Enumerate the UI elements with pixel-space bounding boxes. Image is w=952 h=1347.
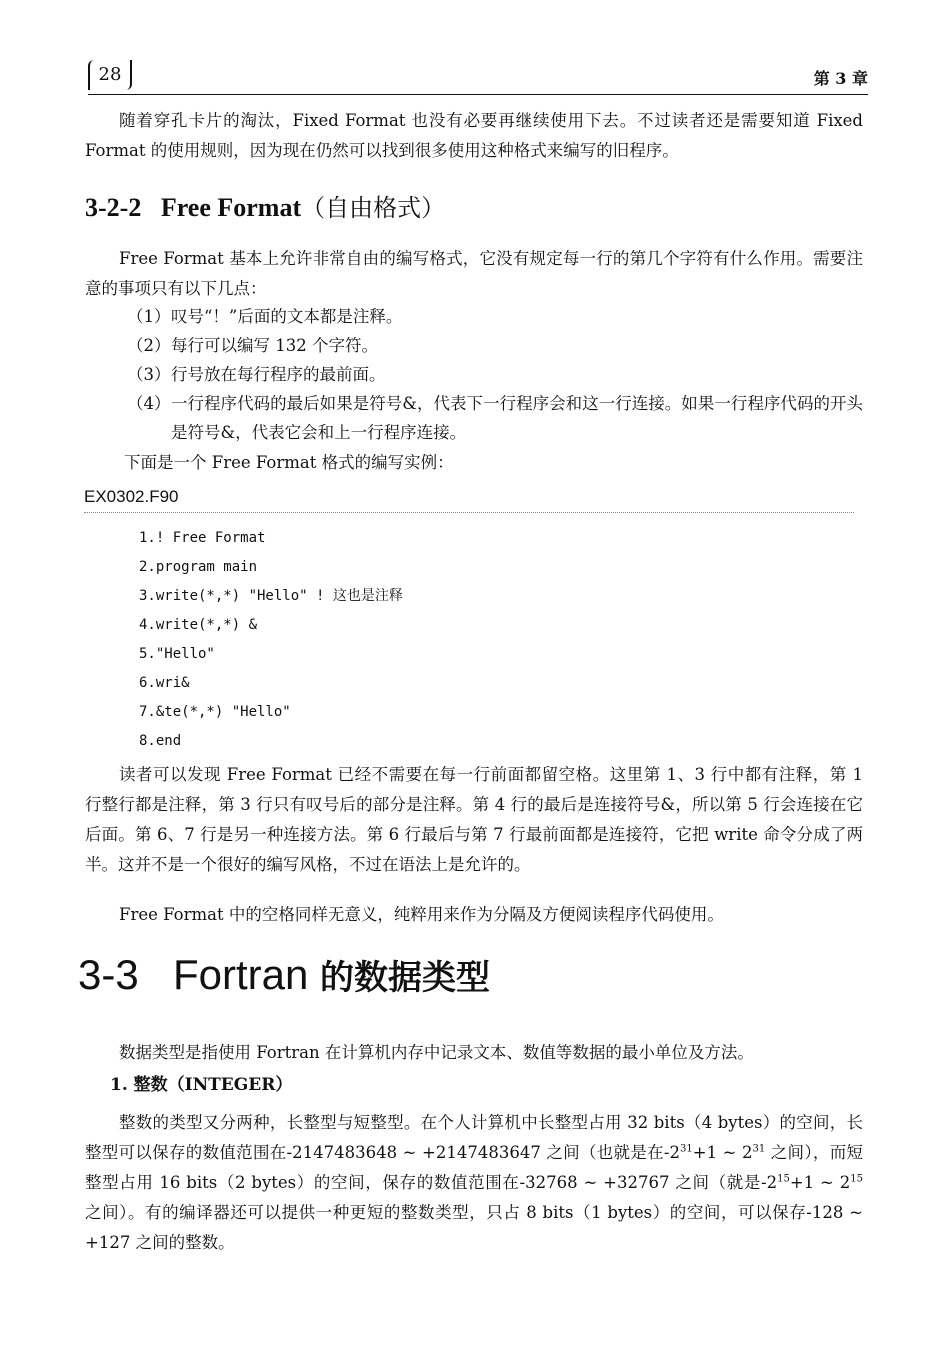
list-item: （1） 叹号“！”后面的文本都是注释。 xyxy=(127,307,403,326)
rules-list xyxy=(127,302,863,447)
integer-paragraph: 整数的类型又分两种，长整型与短整型。在个人计算机中长整型占用 32 bits（4 bytes）的空间，长整型可以保存的数值范围在-2147483648 ~ +2147483647 之间（也就是在$-2^{31}+1$ ~ $2^{31}$ 之间），而短整型占用 16 bits（2 bytes）的空间，保存的数值范围在-32768 ~ +32767 之间（就是$-2^{15}+1$ ~ $2^{15}$ 之间）。有的编译器还可以提供一种更短的整数类型，只占 8 bits（1 bytes）的空间，可以保存-128 ~ +127 之间的整数。 xyxy=(85,1113,863,1252)
page-number: 28 xyxy=(88,60,132,90)
section-3-2-2-heading xyxy=(85,188,445,223)
free-format-paragraph: Free Format 基本上允许非常自由的编写格式，它没有规定每一行的第几个字符有什么作用。需要注意的事项只有以下几点： xyxy=(85,249,863,298)
code-line: 6.wri& xyxy=(139,675,190,691)
chapter-section-number: 3-3 xyxy=(78,951,139,998)
section-title-en: Fortran xyxy=(173,951,309,998)
code-divider xyxy=(84,512,854,513)
list-item: （2） 每行可以编写 132 个字符。 xyxy=(127,336,378,355)
section-title-zh: 的数据类型 xyxy=(320,958,491,998)
explain-paragraph: 读者可以发现 Free Format 已经不需要在每一行前面都留空格。这里第 1、3 行中都有注释，第 1 行整行都是注释，第 3 行只有叹号后的部分是注释。第 4 行的最后是连接符号&，所以第 5 行会连接在它后面。第 6、7 行是另一种连接方法。第 6 行最后与第 7 行最前面都是连接符，它把 write 命令分成了两半。这并不是一个很好的编写风格，不过在语法上是允许的。 xyxy=(85,765,863,874)
code-line: 7.&te(*,*) "Hello" xyxy=(139,704,291,720)
example-lead: 下面是一个 Free Format 格式的编写实例： xyxy=(124,453,454,472)
section-title-en: Free Format xyxy=(160,193,302,222)
code-line: 2.program main xyxy=(139,559,258,575)
code-line: 8.end xyxy=(139,733,182,749)
chapter-label: 第 3 章 xyxy=(813,69,868,88)
header-rule xyxy=(88,94,868,95)
section-title-zh: （自由格式） xyxy=(301,194,446,222)
section-3-3-heading xyxy=(78,950,490,999)
intro-paragraph: 随着穿孔卡片的淘汰，Fixed Format 也没有必要再继续使用下去。不过读者还是需要知道 Fixed Format 的使用规则，因为现在仍然可以找到很多使用这种格式来编写的旧程序。 xyxy=(85,111,863,160)
space-paragraph: Free Format 中的空格同样无意义，纯粹用来作为分隔及方便阅读程序代码使用。 xyxy=(119,905,724,924)
code-line: 4.write(*,*) & xyxy=(139,617,258,633)
code-line: 3.write(*,*) "Hello" ! 这也是注释 xyxy=(139,588,403,604)
code-line: 1.! Free Format xyxy=(139,530,266,546)
page-header xyxy=(88,60,868,96)
section-number: 3-2-2 xyxy=(85,193,142,222)
integer-heading: 1. 整数（INTEGER） xyxy=(110,1075,293,1095)
code-listing xyxy=(139,524,403,756)
code-comment: 这也是注释 xyxy=(332,588,403,604)
list-item: （3） 行号放在每行程序的最前面。 xyxy=(127,365,386,384)
code-file-title: EX0302.F90 xyxy=(84,487,179,506)
list-item: （4） 一行程序代码的最后如果是符号&，代表下一行程序会和这一行连接。如果一行程序代码的开头是符号&，代表它会和上一行程序连接。 xyxy=(127,394,863,442)
code-line: 5."Hello" xyxy=(139,646,215,662)
data-type-paragraph: 数据类型是指使用 Fortran 在计算机内存中记录文本、数值等数据的最小单位及方法。 xyxy=(119,1043,754,1062)
